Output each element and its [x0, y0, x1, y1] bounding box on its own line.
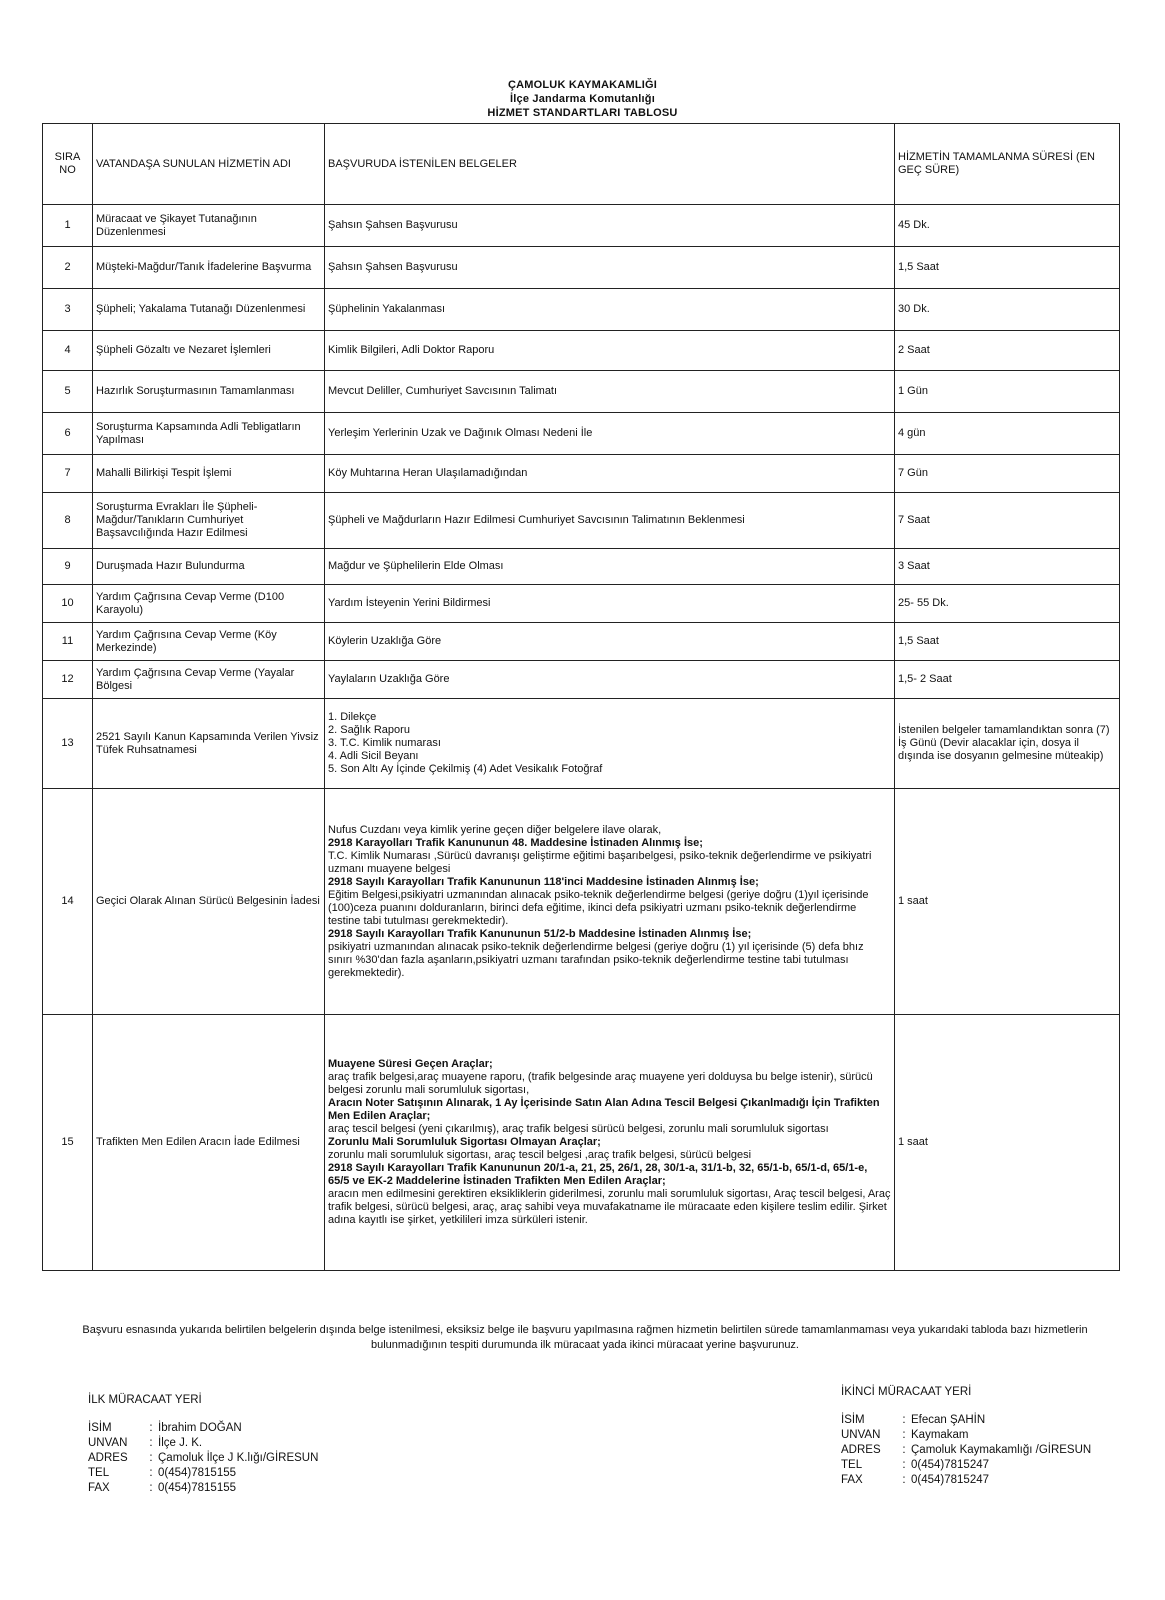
completion-time: 1,5 Saat [895, 247, 1120, 289]
table-row [43, 699, 1120, 789]
contact-separator: : [149, 1437, 153, 1449]
contact-separator: : [902, 1474, 906, 1486]
document-line: zorunlu mali sorumluluk sigortası, araç tescil belgesi ,araç trafik belgesi, sürücü belgesi [328, 1149, 752, 1161]
completion-time: 1 saat [895, 789, 1120, 1015]
table-title: HİZMET STANDARTLARI TABLOSU [487, 107, 678, 119]
required-documents [325, 331, 895, 371]
table-row [43, 413, 1120, 455]
second-contact-title: İKİNCİ MÜRACAAT YERİ [841, 1386, 972, 1398]
contact-label: UNVAN [841, 1429, 881, 1441]
contact-row [88, 1421, 318, 1436]
service-name: Yardım Çağrısına Cevap Verme (Köy Merkezinde) [93, 623, 325, 661]
completion-time: 45 Dk. [895, 205, 1120, 247]
service-name: Şüpheli; Yakalama Tutanağı Düzenlenmesi [93, 289, 325, 331]
contact-separator: : [902, 1444, 906, 1456]
row-number: 1 [43, 205, 93, 247]
service-name: Müşteki-Mağdur/Tanık İfadelerine Başvurma [93, 247, 325, 289]
completion-time: 30 Dk. [895, 289, 1120, 331]
required-documents [325, 661, 895, 699]
document-line: Zorunlu Mali Sorumluluk Sigortası Olmayan Araçlar; [328, 1136, 601, 1148]
document-line: 2918 Sayılı Karayolları Trafik Kanununun 20/1-a, 21, 25, 26/1, 28, 30/1-a, 31/1-b, 32, 65/1-b, 65/1-d, 65/1-e, 65/5 ve EK-2 Maddelerine İstinaden Trafikten Men Edilen Araçlar; [328, 1162, 868, 1187]
row-number: 6 [43, 413, 93, 455]
service-standards-table [42, 123, 1120, 1271]
document-line: Köy Muhtarına Heran Ulaşılamadığından [328, 467, 528, 479]
document-line: Yaylaların Uzaklığa Göre [328, 673, 450, 685]
contact-row [841, 1413, 1091, 1428]
contact-row [841, 1473, 1091, 1488]
table-row [43, 493, 1120, 549]
document-line: Kimlik Bilgileri, Adli Doktor Raporu [328, 344, 495, 356]
completion-time: İstenilen belgeler tamamlandıktan sonra (7) İş Günü (Devir alacaklar için, dosya il dışında ise dosyanın gelmesine müteakip) [895, 699, 1120, 789]
row-number: 12 [43, 661, 93, 699]
document-line: 3. T.C. Kimlik numarası [328, 737, 441, 749]
required-documents [325, 247, 895, 289]
service-name: Yardım Çağrısına Cevap Verme (D100 Karayolu) [93, 585, 325, 623]
service-name: Şüpheli Gözaltı ve Nezaret İşlemleri [93, 331, 325, 371]
table-row [43, 247, 1120, 289]
contact-label: ADRES [841, 1444, 881, 1456]
document-line: 5. Son Altı Ay İçinde Çekilmiş (4) Adet Vesikalık Fotoğraf [328, 763, 603, 775]
document-line: Şahsın Şahsen Başvurusu [328, 219, 458, 231]
table-row [43, 1015, 1120, 1271]
contact-value: Kaymakam [911, 1429, 969, 1441]
contact-value: 0(454)7815247 [911, 1459, 990, 1471]
document-line: psikiyatri uzmanından alınacak psiko-teknik değerlendirme belgesi (geriye doğru (1) yıl içerisinde (5) defa bhız sınırı %30'dan fazla aşanların,psikiyatri uzmanı tarafından psiko-teknik değerlendirme testine tabi tutulması gerekmektedir). [328, 940, 864, 979]
table-row [43, 371, 1120, 413]
row-number: 2 [43, 247, 93, 289]
contact-label: İSİM [88, 1422, 112, 1434]
row-number: 7 [43, 455, 93, 493]
service-name: Trafikten Men Edilen Aracın İade Edilmesi [93, 1015, 325, 1271]
service-name: Soruşturma Kapsamında Adli Tebligatların Yapılması [93, 413, 325, 455]
document-line: Mağdur ve Şüphelilerin Elde Olması [328, 560, 504, 572]
document-line: Yerleşim Yerlerinin Uzak ve Dağınık Olması Nedeni İle [328, 427, 593, 439]
service-name: Hazırlık Soruşturmasının Tamamlanması [93, 371, 325, 413]
service-name: Soruşturma Evrakları İle Şüpheli-Mağdur/Tanıkların Cumhuriyet Başsavcılığında Hazır Edilmesi [93, 493, 325, 549]
service-name: Mahalli Bilirkişi Tespit İşlemi [93, 455, 325, 493]
document-line: Eğitim Belgesi,psikiyatri uzmanından alınacak psiko-teknik değerlendirme belgesi (geriye doğru (1)yıl içerisinde (100)ceza puanını dolduranların, birinci defa eğitime, ikinci defa psikiyatri uzmanı psiko-teknik değerlendirme testine tabi tutulması gerekmektedir). [328, 888, 869, 927]
required-documents [325, 623, 895, 661]
header-required-documents: BAŞVURUDA İSTENİLEN BELGELER [325, 124, 895, 205]
document-line: Köylerin Uzaklığa Göre [328, 635, 442, 647]
table-row [43, 549, 1120, 585]
service-name: 2521 Sayılı Kanun Kapsamında Verilen Yivsiz Tüfek Ruhsatnamesi [93, 699, 325, 789]
completion-time: 7 Gün [895, 455, 1120, 493]
table-row [43, 623, 1120, 661]
completion-time: 4 gün [895, 413, 1120, 455]
row-number: 14 [43, 789, 93, 1015]
row-number: 5 [43, 371, 93, 413]
contact-label: FAX [841, 1474, 863, 1486]
required-documents [325, 1015, 895, 1271]
contact-separator: : [902, 1429, 906, 1441]
document-line: araç tescil belgesi (yeni çıkarılmış), araç trafik belgesi sürücü belgesi, zorunlu mali sorumluluk sigortası [328, 1123, 829, 1135]
document-line: 2918 Sayılı Karayolları Trafik Kanununun 51/2-b Maddesine İstinaden Alınmış İse; [328, 927, 752, 940]
required-documents [325, 549, 895, 585]
service-name: Yardım Çağrısına Cevap Verme (Yayalar Bölgesi [93, 661, 325, 699]
contact-value: 0(454)7815155 [158, 1482, 237, 1494]
document-line: 2. Sağlık Raporu [328, 724, 410, 736]
row-number: 9 [43, 549, 93, 585]
required-documents [325, 455, 895, 493]
table-body [43, 205, 1120, 1271]
document-line: Şüpheli ve Mağdurların Hazır Edilmesi Cumhuriyet Savcısının Talimatının Beklenmesi [328, 514, 745, 526]
footer-note: Başvuru esnasında yukarıda belirtilen belgelerin dışında belge istenilmesi, eksiksiz belge ile başvuru yapılmasına rağmen hizmetin belirtilen sürede tamamlanmaması veya yukarıdaki tabloda bazı hizmetlerin bulunmadığının tespiti durumunda ilk müracaat yada ikinci müracaat yerine başvurunuz. [82, 1324, 1088, 1351]
contact-row [841, 1443, 1091, 1458]
document-line: Muayene Süresi Geçen Araçlar; [328, 1058, 493, 1070]
table-row [43, 289, 1120, 331]
document-line: T.C. Kimlik Numarası ,Sürücü davranışı geliştirme eğitimi başarıbelgesi, psiko-teknik değerlendirme ve psikiyatri uzmanı muayene belgesi [328, 849, 872, 875]
contact-separator: : [149, 1422, 153, 1434]
required-documents [325, 413, 895, 455]
required-documents [325, 289, 895, 331]
document-line: Aracın Noter Satışının Alınarak, 1 Ay İçerisinde Satın Alan Adına Tescil Belgesi Çıkanlmadığı İçin Trafikten Men Edilen Araçlar; [328, 1097, 880, 1122]
second-application-contact [841, 1385, 1091, 1488]
contact-separator: : [149, 1482, 153, 1494]
document-line: araç trafik belgesi,araç muayene raporu, (trafik belgesinde araç muayene yeri dolduysa bu belge istenir), sürücü belgesi zorunlu mali sorumluluk sigortası, [328, 1071, 873, 1096]
table-row [43, 789, 1120, 1015]
document-line: aracın men edilmesini gerektiren eksikliklerin giderilmesi, zorunlu mali sorumluluk sigortası, Araç tescil belgesi, Araç trafik belgesi, sürücü belgesi, araç, araç sahibi veya muvafakatname ile müracaate eden kişilere teslim edilir. Şirket adına kayıtlı ise şirket, yetkilileri imza sürküleri istenir. [328, 1188, 891, 1226]
service-name: Geçici Olarak Alınan Sürücü Belgesinin İadesi [93, 789, 325, 1015]
contact-label: ADRES [88, 1452, 128, 1464]
contact-value: 0(454)7815247 [911, 1474, 990, 1486]
second-contact-rows [841, 1413, 1091, 1488]
contact-row [841, 1428, 1091, 1443]
row-number: 10 [43, 585, 93, 623]
table-header-row [43, 124, 1120, 205]
document-header [0, 78, 1165, 120]
completion-time: 1 saat [895, 1015, 1120, 1271]
row-number: 8 [43, 493, 93, 549]
contact-label: İSİM [841, 1414, 865, 1426]
contact-label: FAX [88, 1482, 110, 1494]
completion-time: 25- 55 Dk. [895, 585, 1120, 623]
contact-label: TEL [88, 1467, 110, 1479]
header-service-name: VATANDAŞA SUNULAN HİZMETİN ADI [93, 124, 325, 205]
contact-value: Çamoluk Kaymakamlığı /GİRESUN [911, 1444, 1092, 1456]
contact-row [88, 1451, 318, 1466]
document-line: Nufus Cuzdanı veya kimlik yerine geçen diğer belgelere ilave olarak, [328, 823, 662, 836]
document-line: Şahsın Şahsen Başvurusu [328, 261, 458, 273]
required-documents [325, 699, 895, 789]
contact-row [841, 1458, 1091, 1473]
contact-row [88, 1466, 318, 1481]
contact-label: TEL [841, 1459, 863, 1471]
first-contact-rows [88, 1421, 318, 1496]
row-number: 15 [43, 1015, 93, 1271]
document-line: Mevcut Deliller, Cumhuriyet Savcısının Talimatı [328, 385, 558, 397]
completion-time: 3 Saat [895, 549, 1120, 585]
first-application-contact [88, 1393, 318, 1496]
institution-title: ÇAMOLUK KAYMAKAMLIĞI [507, 79, 658, 91]
row-number: 3 [43, 289, 93, 331]
contact-separator: : [149, 1467, 153, 1479]
required-documents [325, 205, 895, 247]
completion-time: 7 Saat [895, 493, 1120, 549]
completion-time: 2 Saat [895, 331, 1120, 371]
table-row [43, 205, 1120, 247]
row-number: 13 [43, 699, 93, 789]
document-line: 2918 Karayolları Trafik Kanununun 48. Maddesine İstinaden Alınmış İse; [328, 836, 703, 849]
table-row [43, 455, 1120, 493]
contact-value: Çamoluk İlçe J K.lığı/GİRESUN [158, 1452, 319, 1464]
completion-time: 1 Gün [895, 371, 1120, 413]
table-row [43, 585, 1120, 623]
completion-time: 1,5- 2 Saat [895, 661, 1120, 699]
contact-separator: : [902, 1459, 906, 1471]
contact-row [88, 1436, 318, 1451]
first-contact-title: İLK MÜRACAAT YERİ [88, 1394, 202, 1406]
completion-time: 1,5 Saat [895, 623, 1120, 661]
document-line: 2918 Sayılı Karayolları Trafik Kanununun 118'inci Maddesine İstinaden Alınmış İse; [328, 875, 759, 888]
row-number: 4 [43, 331, 93, 371]
document-line: 4. Adli Sicil Beyanı [328, 750, 419, 762]
required-documents [325, 789, 895, 1015]
contact-value: İbrahim DOĞAN [158, 1422, 242, 1434]
contact-label: UNVAN [88, 1437, 128, 1449]
contact-separator: : [149, 1452, 153, 1464]
document-line: 1. Dilekçe [328, 711, 377, 723]
contact-value: 0(454)7815155 [158, 1467, 237, 1479]
document-line: Şüphelinin Yakalanması [328, 303, 446, 315]
service-name: Duruşmada Hazır Bulundurma [93, 549, 325, 585]
table-row [43, 661, 1120, 699]
table-row [43, 331, 1120, 371]
contact-row [88, 1481, 318, 1496]
header-completion-time: HİZMETİN TAMAMLANMA SÜRESİ (EN GEÇ SÜRE) [895, 124, 1120, 205]
contact-value: İlçe J. K. [158, 1437, 203, 1449]
required-documents [325, 585, 895, 623]
header-sira-no: SIRA NO [43, 124, 93, 205]
document-line: Yardım İsteyenin Yerini Bildirmesi [328, 597, 491, 609]
contact-separator: : [902, 1414, 906, 1426]
service-name: Müracaat ve Şikayet Tutanağının Düzenlenmesi [93, 205, 325, 247]
row-number: 11 [43, 623, 93, 661]
contact-value: Efecan ŞAHİN [911, 1414, 986, 1426]
unit-title: İlçe Jandarma Komutanlığı [510, 93, 655, 105]
required-documents [325, 493, 895, 549]
required-documents [325, 371, 895, 413]
